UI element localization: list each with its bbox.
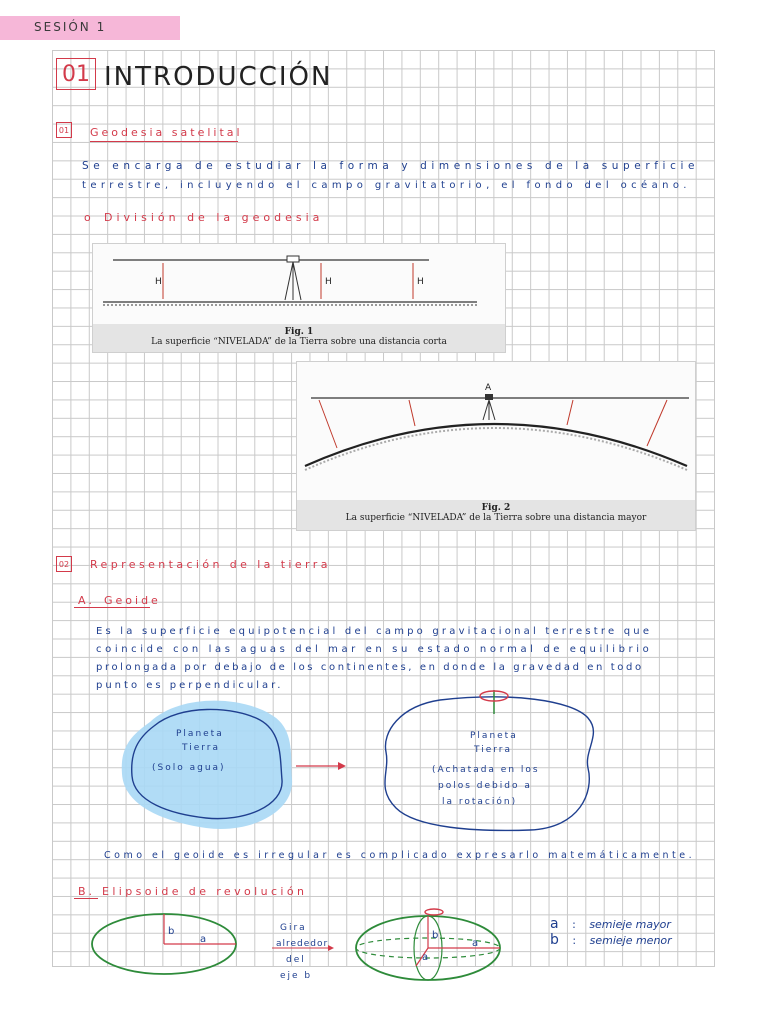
- figure-1-caption: [93, 324, 505, 352]
- intro-number-box: [56, 58, 96, 90]
- planet-right-line1: Planeta: [470, 731, 518, 741]
- figure-1-label-h3: H: [417, 277, 424, 287]
- ellipsoid-marker: B.: [78, 885, 96, 898]
- section-01-number-box: [56, 122, 72, 138]
- ellipsoid-heading-underline: [74, 898, 98, 899]
- planet-right-line2: Tierra: [474, 745, 513, 755]
- figure-2-point-label: A: [485, 383, 492, 393]
- figure-2: [296, 361, 696, 531]
- legend-separator-b: :: [572, 934, 577, 947]
- geoide-heading-underline: [74, 607, 150, 608]
- figure-1-label-h2: H: [325, 277, 332, 287]
- ellipsoid-diagram: [88, 908, 528, 1008]
- geoide-marker: A.: [78, 594, 95, 607]
- planet-right-line3: (Achatada en los: [432, 765, 540, 775]
- ellipsoid-label-a2: a: [422, 952, 429, 963]
- ellipse-label-b: b: [168, 926, 175, 937]
- legend: [550, 916, 672, 948]
- session-label: SESIÓN 1: [34, 20, 107, 34]
- figure-2-caption-text: La superficie “NIVELADA” de la Tierra sobre una distancia mayor: [345, 513, 647, 523]
- planet-right-line5: la rotación): [442, 797, 518, 807]
- geoide-diagram: [110, 688, 710, 838]
- section-02-number: 02: [58, 559, 70, 569]
- legend-symbol-a: a: [550, 916, 559, 932]
- legend-symbol-b: b: [550, 932, 559, 948]
- planet-right-outline: [385, 697, 594, 831]
- rotate-line4: eje b: [280, 971, 313, 981]
- figure-1-label-h1: H: [155, 277, 162, 287]
- rotate-line3: del: [286, 955, 306, 965]
- figure-2-caption: [297, 500, 695, 530]
- legend-item-a: [550, 916, 672, 932]
- ellipsoid-label-b: b: [432, 930, 439, 941]
- planet-left-line2: Tierra: [182, 743, 221, 753]
- geoide-text-line-1: Es la superficie equipotencial del campo gravitacional terrestre que: [96, 626, 653, 637]
- figure-1-diagram: [93, 244, 505, 324]
- planet-left-line1: Planeta: [176, 729, 224, 739]
- ellipsoid-heading: Elipsoide de revolución: [102, 885, 308, 898]
- geoide-text-line-4: punto es perpendicular.: [96, 680, 284, 691]
- rotate-arrowhead: [328, 945, 334, 951]
- legend-item-b: [550, 932, 672, 948]
- subheading-marker: o: [84, 211, 94, 224]
- section-01-title: Geodesia satelital: [90, 126, 243, 139]
- intro-number: 01: [62, 61, 90, 87]
- figure-2-title: Fig. 2: [481, 503, 511, 513]
- geoide-heading: Geoide: [104, 594, 161, 607]
- legend-text-a: semieje mayor: [589, 918, 671, 931]
- legend-separator-a: :: [572, 918, 576, 931]
- figure-1-caption-text: La superficie “NIVELADA” de la Tierra sobre una distancia corta: [151, 337, 447, 347]
- figure-2-diagram: [297, 362, 695, 500]
- ellipse-label-a: a: [200, 934, 207, 945]
- ellipsoid-rotation-icon: [425, 909, 443, 915]
- section-02-number-box: [56, 556, 72, 572]
- geoide-conclusion: Como el geoide es irregular es complicado expresarlo matemáticamente.: [104, 850, 696, 861]
- legend-text-b: semieje menor: [589, 934, 672, 947]
- section-01-title-underline: [90, 141, 238, 142]
- page-title: INTRODUCCIÓN: [104, 62, 333, 92]
- ellipsoid-label-a: a: [472, 938, 479, 949]
- section-02-title: Representación de la tierra: [90, 558, 331, 571]
- planet-right-line4: polos debido a: [438, 781, 532, 791]
- section-01-text-line-1: Se encarga de estudiar la forma y dimensiones de la superficie: [82, 160, 700, 172]
- section-01-number: 01: [58, 125, 70, 135]
- geoide-text-line-2: coincide con las aguas del mar en su estado normal de equilibrio: [96, 644, 653, 655]
- planet-left-line3: (Solo agua): [152, 763, 226, 773]
- transition-arrowhead: [338, 762, 346, 770]
- rotate-line1: Gira: [280, 923, 307, 933]
- geoide-text-line-3: prolongada por debajo de los continentes, en donde la gravedad en todo: [96, 662, 644, 673]
- figure-1: [92, 243, 506, 353]
- rotate-line2: alrededor: [276, 939, 329, 949]
- subheading-division: División de la geodesia: [104, 211, 324, 224]
- section-01-text-line-2: terrestre, incluyendo el campo gravitatorio, el fondo del océano.: [82, 180, 691, 191]
- figure-1-title: Fig. 1: [284, 327, 314, 337]
